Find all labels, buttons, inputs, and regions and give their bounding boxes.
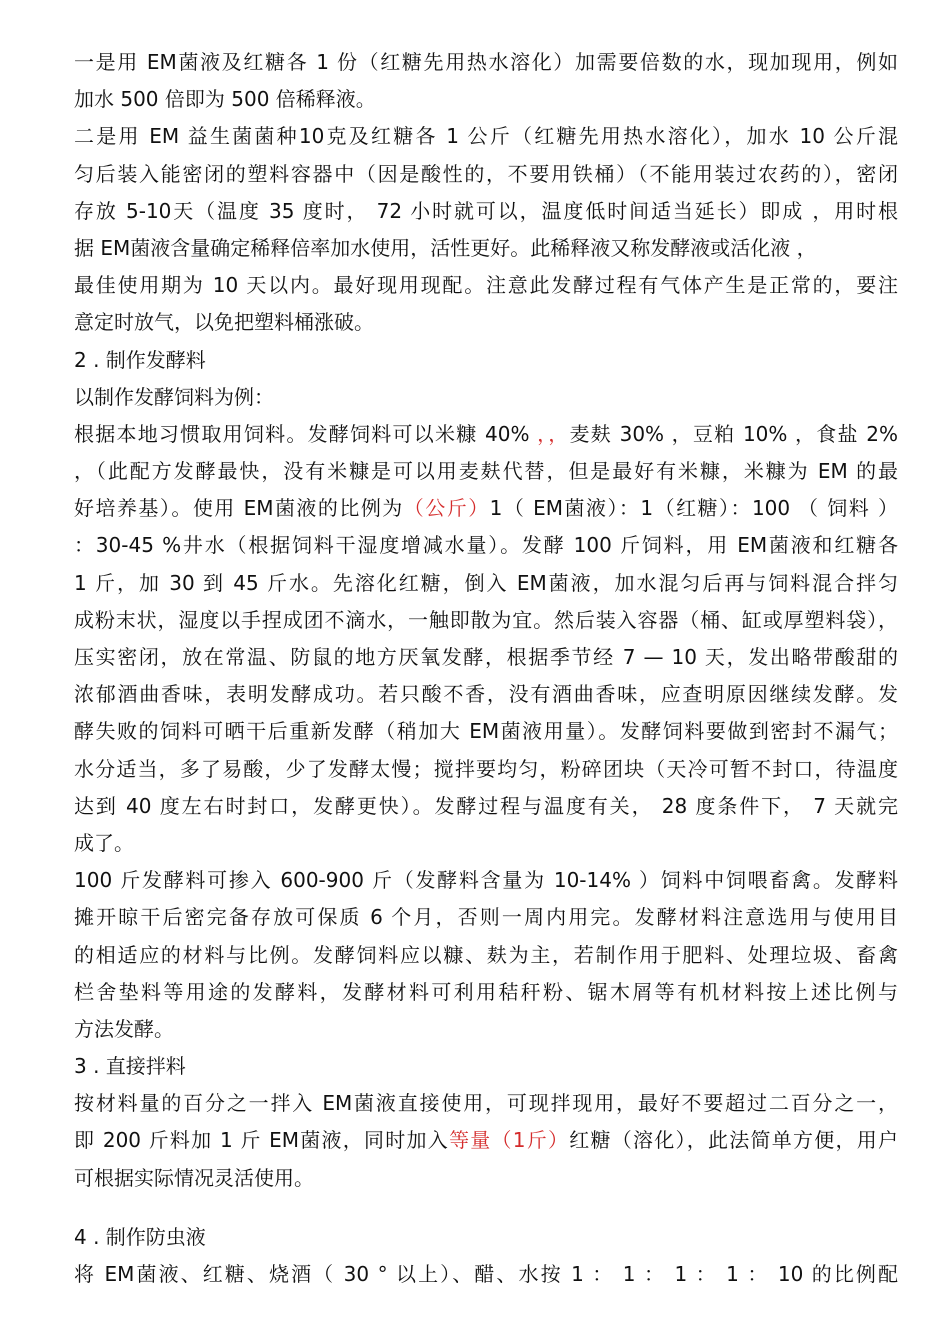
text-line: ，（此配方发酵最快，没有米糠是可以用麦麸代替，但是最好有米糠，米糠为 EM 的最 [74,459,898,484]
text-line: 100 斤发酵料可掺入 600-900 斤（发酵料含量为 10-14% ）饲料中饲喂畜禽。发酵料 [74,868,898,893]
text-line: 最佳使用期为 10 天以内。最好现用现配。注意此发酵过程有气体产生是正常的，要注 [74,273,898,298]
text-line: 意定时放气，以免把塑料桶涨破。 [74,310,374,335]
text-line: 二是用 EM 益生菌菌种10克及红糖各 1 公斤（红糖先用热水溶化），加水 10 公斤混 [74,124,898,149]
text-line: 按材料量的百分之一拌入 EM菌液直接使用，可现拌现用，最好不要超过二百分之一， [74,1091,898,1116]
intro-line: 以制作发酵饲料为例： [74,384,274,409]
text-line [74,490,898,527]
text-segment: 即 200 斤料加 1 斤 EM菌液，同时加入 [74,1128,450,1153]
text-line: ：30-45 %井水（根据饲料干湿度增减水量）。发酵 100 斤饲料，用 EM菌液和红糖各 [74,533,898,558]
text-line: 酵失败的饲料可晒干后重新发酵（稍加大 EM菌液用量）。发酵饲料要做到密封不漏气； [74,719,898,744]
text-line: 将 EM菌液、红糖、烧酒（ 30 ° 以上）、醋、水按 1 ： 1 ： 1 ： 1 ： 10 的比例配 [74,1262,898,1286]
text-line: 一是用 EM菌液及红糖各 1 份（红糖先用热水溶化）加需要倍数的水，现加现用，例如 [74,50,898,74]
text-line: 浓郁酒曲香味，表明发酵成功。若只酸不香，没有酒曲香味，应查明原因继续发酵。发 [74,682,898,707]
text-segment: 根据本地习惯取用饲料。发酵饲料可以米糠 40% [74,421,538,446]
text-line: 达到 40 度左右时封口，发酵更快）。发酵过程与温度有关， 28 度条件下， 7 天就完 [74,793,898,818]
text-line [74,416,898,453]
text-segment: 麦麸 30% ，豆粕 10% ，食盐 2% [569,421,898,446]
text-segment: 红糖（溶化），此法简单方便，用户 [569,1128,898,1153]
text-line: 水分适当，多了易酸，少了发酵太慢；搅拌要均匀，粉碎团块（天冷可暂不封口，待温度 [74,756,898,781]
paragraph-direct-mixing [74,1085,898,1197]
text-line: 可根据实际情况灵活使用。 [74,1165,314,1190]
section-heading-4: 4 . 制作防虫液 [74,1224,206,1249]
text-line: 压实密闭，放在常温、防鼠的地方厌氧发酵，根据季节经 7 — 10 天，发出略带酸甜的 [74,645,898,669]
paragraph-method-two [74,118,898,341]
paragraph-fermented-feed [74,416,898,862]
text-line: 栏舍垫料等用途的发酵料，发酵材料可利用秸秆粉、锯木屑等有机材料按上述比例与 [74,979,898,1004]
text-line: 成粉末状，湿度以手捏成团不滴水，一触即散为宜。然后装入容器（桶、缸或厚塑料袋）， [74,607,898,632]
text-line [74,1122,898,1159]
text-line: 匀后装入能密闭的塑料容器中（因是酸性的，不要用铁桶）（不能用装过农药的），密闭 [74,161,898,186]
spacer [74,1197,898,1219]
highlight-text: 等量（1斤） [449,1128,570,1153]
paragraph-feed-ratio [74,862,898,1048]
highlight-text: （公斤） [403,496,490,521]
text-line: 加水 500 倍即为 500 倍稀释液。 [74,87,376,112]
section-heading-2: 2 . 制作发酵料 [74,347,206,372]
text-line: 方法发酵。 [74,1016,174,1041]
paragraph-method-one [74,44,898,118]
document-body [74,44,898,1293]
highlight-text: ，， [537,421,570,446]
text-segment: 1（ EM菌液）：1（红糖）：100 （ 饲料 ） [489,496,898,521]
text-line: 成了。 [74,830,134,855]
section-heading-3: 3 . 直接拌料 [74,1054,186,1079]
text-segment: 好培养基）。使用 EM菌液的比例为 [74,496,404,521]
text-line: 1 斤，加 30 到 45 斤水。先溶化红糖，倒入 EM菌液，加水混匀后再与饲料混合拌匀 [74,570,898,595]
text-line: 摊开晾干后密完备存放可保质 6 个月，否则一周内用完。发酵材料注意选用与使用目 [74,905,898,930]
text-line: 存放 5-10天（温度 35 度时， 72 小时就可以，温度低时间适当延长）即成 ，用时根 [74,198,898,223]
text-line: 据 EM菌液含量确定稀释倍率加水使用，活性更好。此稀释液又称发酵液或活化液 ， [74,235,817,260]
paragraph-insect-repellent [74,1256,898,1293]
text-line: 的相适应的材料与比例。发酵饲料应以糠、麸为主，若制作用于肥料、处理垃圾、畜禽 [74,942,898,967]
